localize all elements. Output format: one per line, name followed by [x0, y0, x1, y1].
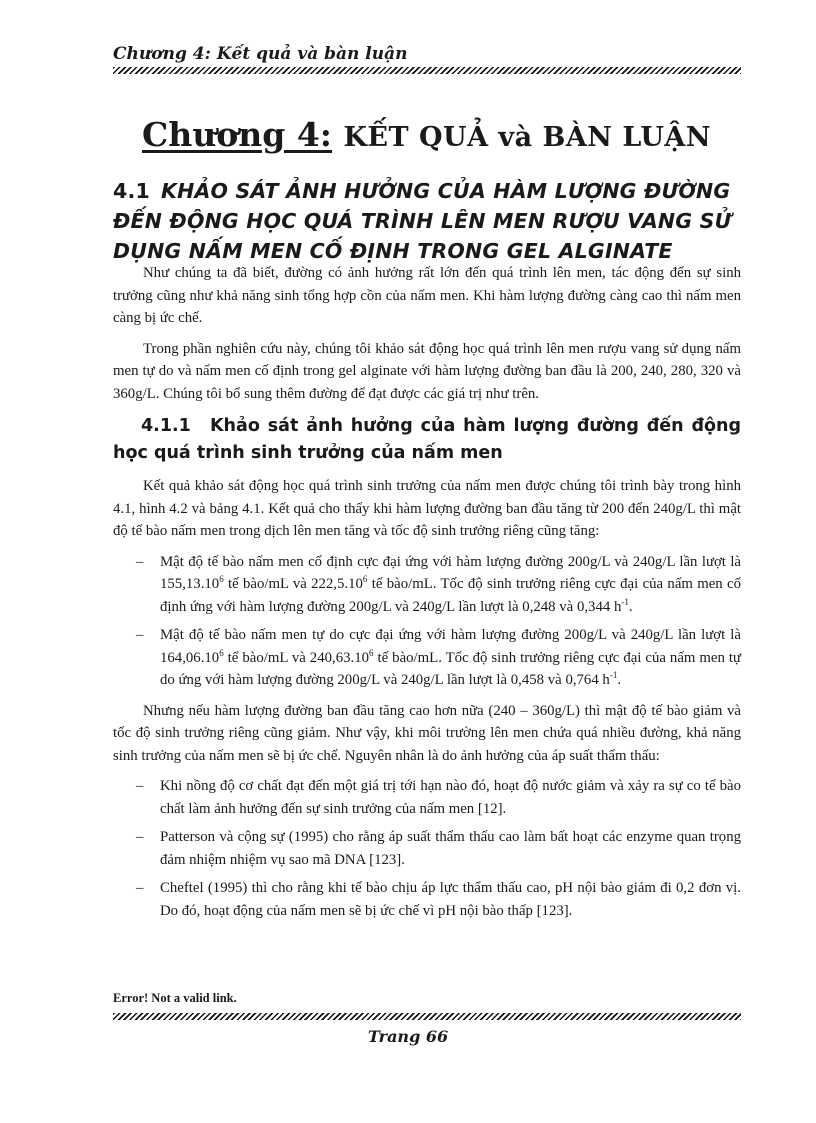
list-item: – Mật độ tế bào nấm men tự do cực đại ứng với hàm lượng đường 200g/L và 240g/L lần lượt là 164,06.10$^6$ tế bào/mL và 240,63.10$^6$ tế bào/mL. Tốc độ sinh trưởng riêng cực đại của nấm men tự do ứng với hàm lượng đường 200g/L và 240g/L lần lượt là 0,458 và 0,764 $h^{-1}$.	[113, 624, 741, 692]
section-heading	[113, 176, 741, 266]
bullet-dash: –	[136, 778, 144, 794]
section-number: 4.1	[113, 179, 150, 203]
list-item: – Khi nồng độ cơ chất đạt đến một giá trị tới hạn nào đó, hoạt độ nước giảm và xảy ra sự co tế bào chất làm ảnh hưởng đến sự sinh trưởng của nấm men [12].	[113, 775, 741, 820]
chapter-title	[142, 115, 711, 154]
chapter-heading-text: KẾT QUẢ và BÀN LUẬN	[343, 122, 712, 153]
bullet-dash: –	[136, 829, 144, 845]
subsection-number: 4.1.1	[141, 416, 191, 436]
paragraph: Trong phần nghiên cứu này, chúng tôi khảo sát động học quá trình lên men rượu vang sử dụng nấm men tự do và nấm men cố định trong gel alginate với hàm lượng đường ban đầu là 200, 240, 280, 320 và 360g/L. Chúng tôi bổ sung thêm đường để đạt được các giá trị như trên.	[113, 340, 741, 402]
bullet-dash: –	[136, 627, 144, 643]
body-text	[113, 262, 741, 930]
subsection-heading	[113, 413, 741, 467]
footer-rule	[113, 1013, 741, 1020]
results-list	[113, 551, 741, 692]
bullet-dash: –	[136, 553, 144, 570]
chapter-label: Chương 4:	[142, 115, 332, 154]
list-item: – Patterson và cộng sự (1995) cho rằng áp suất thẩm thấu cao làm bất hoạt các enzyme quan trọng đảm nhiệm nhiệm vụ sao mã DNA [123].	[113, 826, 741, 871]
running-header: Chương 4: Kết quả và bàn luận	[113, 44, 408, 64]
paragraph: Nhưng nếu hàm lượng đường ban đầu tăng cao hơn nữa (240 – 360g/L) thì mật độ tế bào giảm và tốc độ sinh trưởng riêng cũng giảm. Như vậy, khi môi trường lên men chứa quá nhiều đường, khả năng sinh trưởng của nấm men sẽ bị ức chế. Nguyên nhân là do ảnh hưởng của áp suất thẩm thấu:	[113, 702, 741, 764]
page-number: Trang 66	[367, 1027, 449, 1046]
list-item: – Cheftel (1995) thì cho rằng khi tế bào chịu áp lực thẩm thấu cao, pH nội bào giảm đi 0,2 đơn vị. Do đó, hoạt động của nấm men sẽ bị ức chế vì pH nội bào thấp [123].	[113, 877, 741, 922]
header-rule	[113, 67, 741, 74]
bullet-dash: –	[136, 880, 144, 896]
error-note: Error! Not a valid link.	[113, 991, 237, 1005]
subsection-title-text: Khảo sát ảnh hưởng của hàm lượng đường đến động học quá trình sinh trưởng của nấm men	[113, 416, 741, 463]
causes-list	[113, 775, 741, 922]
list-item: – Mật độ tế bào nấm men cố định cực đại ứng với hàm lượng đường 200g/L và 240g/L lần lượt là 155,13.10$^6$ tế bào/mL và 222,5.10$^6$ tế bào/mL. Tốc độ sinh trưởng riêng cực đại của nấm men cố định ứng với hàm lượng đường 200g/L và 240g/L lần lượt là 0,248 và 0,344 $h^{-1}$.	[113, 551, 741, 619]
section-title-text: KHẢO SÁT ẢNH HƯỞNG CỦA HÀM LƯỢNG ĐƯỜNG ĐẾN ĐỘNG HỌC QUÁ TRÌNH LÊN MEN RƯỢU VANG SỬ DỤNG NẤM MEN CỐ ĐỊNH TRONG GEL ALGINATE	[113, 179, 732, 263]
paragraph: Như chúng ta đã biết, đường có ảnh hưởng rất lớn đến quá trình lên men, tác động đến sự sinh trưởng cũng như khả năng sinh tổng hợp cồn của nấm men. Khi hàm lượng đường càng cao thì nấm men càng bị ức chế.	[113, 265, 741, 326]
paragraph: Kết quả khảo sát động học quá trình sinh trưởng của nấm men được chúng tôi trình bày trong hình 4.1, hình 4.2 và bảng 4.1. Kết quả cho thấy khi hàm lượng đường ban đầu tăng từ 200 đến 240g/L thì mật độ tế bào nấm men trong dịch lên men tăng và tốc độ sinh trưởng riêng cũng tăng:	[113, 478, 741, 539]
